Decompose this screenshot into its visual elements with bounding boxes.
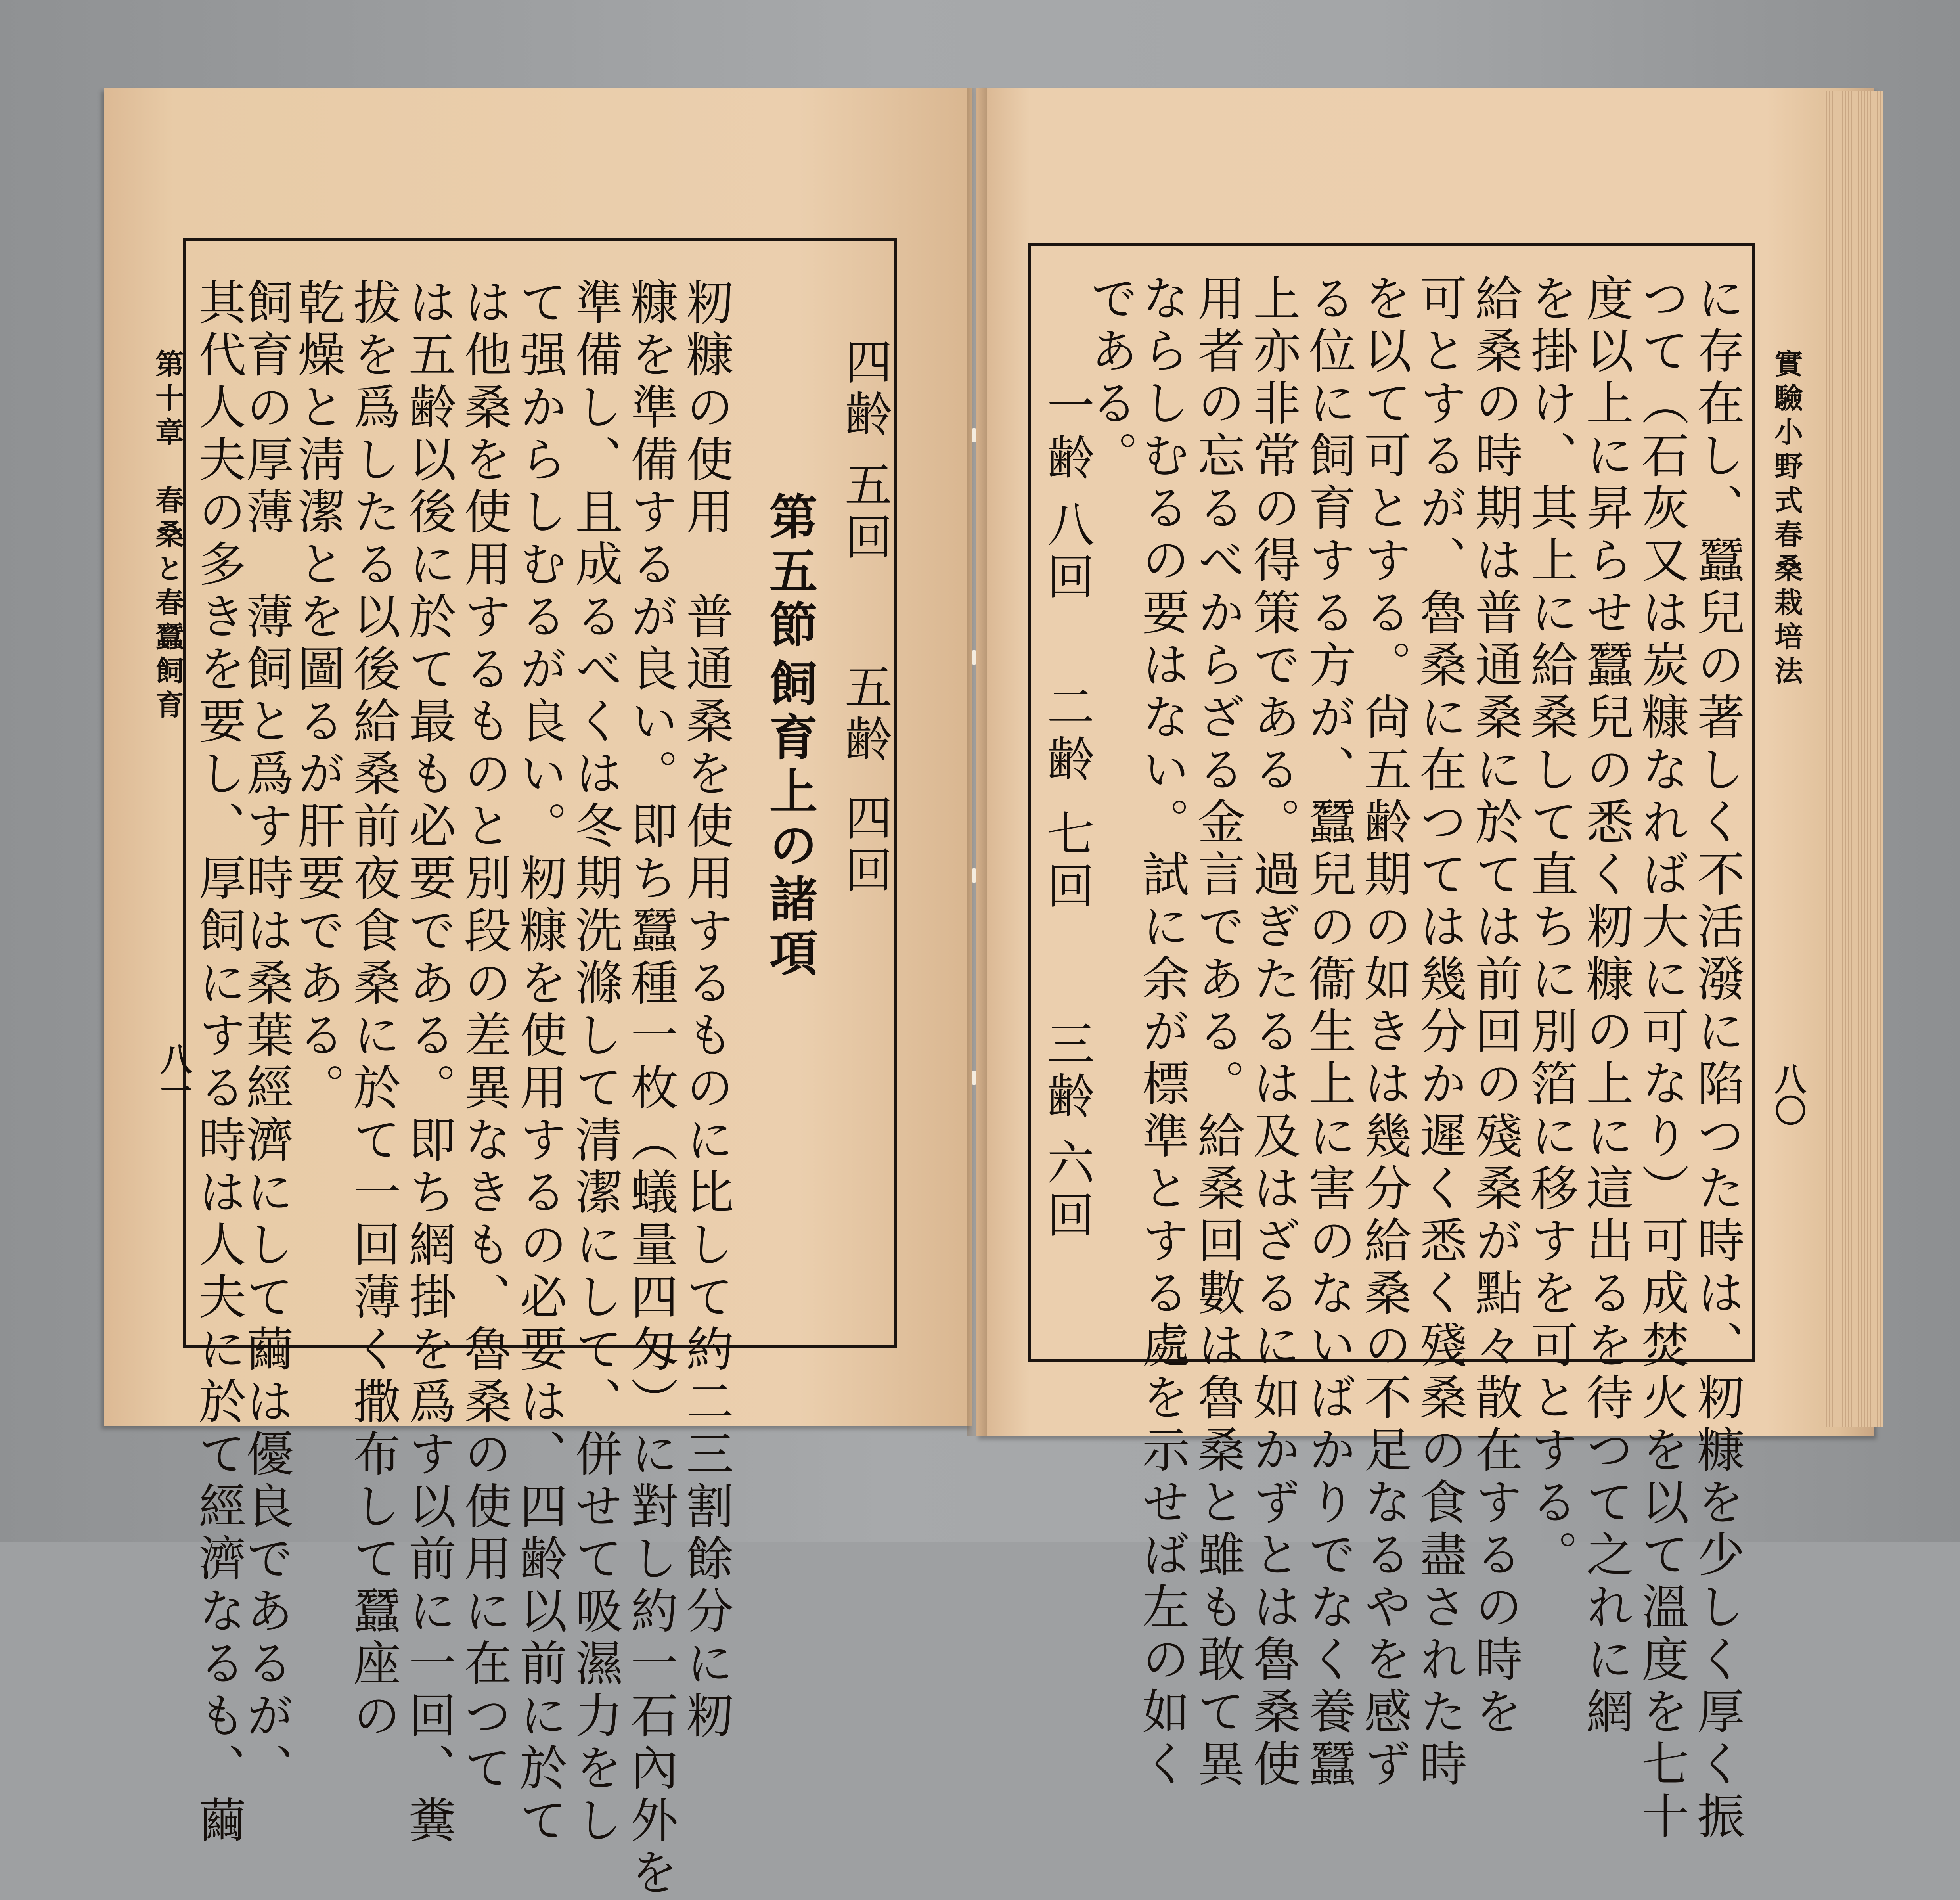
- body-text-column: は他桑を使用するものと別段の差異なきも、魯桑の使用に在つて: [456, 278, 511, 1795]
- body-text-column: 用者の忘るべからざる金言である。給桑回數は魯桑と雖も敢て異: [1190, 274, 1245, 1791]
- body-text-column: ならしむるの要はない。試に余が標準とする處を示せば左の如く: [1134, 274, 1189, 1791]
- body-text-column: る位に飼育する方が、蠶兒の衞生上に害のないばかりでなく養蠶: [1301, 274, 1356, 1791]
- table-instar: 二齢: [1039, 682, 1094, 787]
- body-text-column: 給桑の時期は普通桑に於ては前回の殘桑が點々散在するの時を: [1467, 274, 1522, 1739]
- page-edges: [1824, 91, 1883, 1427]
- table-count: 五回: [837, 460, 892, 565]
- body-text-column: て强からしむるが良い。籾糠を使用するの必要は、四齢以前に於て: [512, 278, 567, 1848]
- left-page-number: 八一: [155, 1043, 192, 1106]
- body-text-column: 上亦非常の得策である。過ぎたるは及はざるに如かずとは魯桑使: [1245, 274, 1300, 1791]
- body-text-column: 度以上に昇らせ蠶兒の悉く籾糠の上に這出るを待つて之れに網: [1578, 274, 1633, 1739]
- section-number: 第五節: [761, 492, 817, 653]
- binding-stitch: [972, 428, 976, 442]
- right-running-head: 實驗小野式春桑栽培法: [1770, 349, 1803, 690]
- body-text-column: 飼育の厚薄 薄飼と爲す時は桑葉經濟にして繭は優良であるが、: [238, 278, 293, 1795]
- body-text-column: に存在し、蠶兒の著しく不活潑に陷つた時は、籾糠を少しく厚く振: [1689, 274, 1744, 1844]
- body-text-column: 可とするが、魯桑に在つては幾分か遲く悉く殘桑の食盡された時: [1412, 274, 1467, 1791]
- body-text-column: は五齢以後に於て最も必要である。即ち網掛を爲す以前に一回、糞: [401, 278, 456, 1848]
- binding-stitch: [972, 868, 976, 883]
- table-instar: 一齢: [1039, 381, 1094, 485]
- body-text-column: 糠を準備するが良い。即ち蠶種一枚（蟻量四匁）に對し約一石內外を: [623, 278, 678, 1900]
- body-text-column: 拔を爲したる以後給桑前夜食桑に於て一回薄く撒布して蠶座の: [345, 278, 400, 1743]
- table-count: 七回: [1039, 809, 1094, 914]
- body-text-column: 籾糠の使用 普通桑を使用するものに比して約二三割餘分に籾: [678, 278, 733, 1743]
- body-text-column: 準備し、且成るべくは冬期洗滌して清潔にして、併せて吸濕力をし: [567, 278, 622, 1848]
- binding-stitch: [972, 650, 976, 665]
- right-page-number: 八〇: [1769, 1063, 1806, 1126]
- body-text-column: つて（石灰又は炭糠なれば大に可なり）可成焚火を以て溫度を七十: [1634, 274, 1689, 1844]
- table-instar: 四齢: [837, 337, 892, 442]
- body-text-column: を掛け、其上に給桑して直ちに別箔に移すを可とする。: [1523, 274, 1578, 1582]
- section-title: 飼育上の諸項: [761, 658, 817, 982]
- table-count: 六回: [1039, 1138, 1094, 1243]
- body-text-column: を以て可とする。尙五齢期の如きは幾分給桑の不足なるやを感ず: [1356, 274, 1411, 1791]
- table-instar: 三齢: [1039, 1019, 1094, 1124]
- left-running-head: 第十章 春桑と春蠶飼育: [151, 349, 184, 724]
- table-count: 四回: [837, 793, 892, 898]
- table-instar: 五齢: [837, 662, 892, 767]
- binding-stitch: [972, 1071, 976, 1085]
- table-count: 八回: [1039, 500, 1094, 604]
- book-gutter: [967, 88, 987, 1436]
- body-text-column: 其代人夫の多きを要し、厚飼にする時は人夫に於て經濟なるも、繭: [191, 278, 246, 1848]
- body-text-column: 乾燥と淸潔とを圖るが肝要である。: [290, 278, 345, 1115]
- body-text-column: である。: [1083, 274, 1138, 483]
